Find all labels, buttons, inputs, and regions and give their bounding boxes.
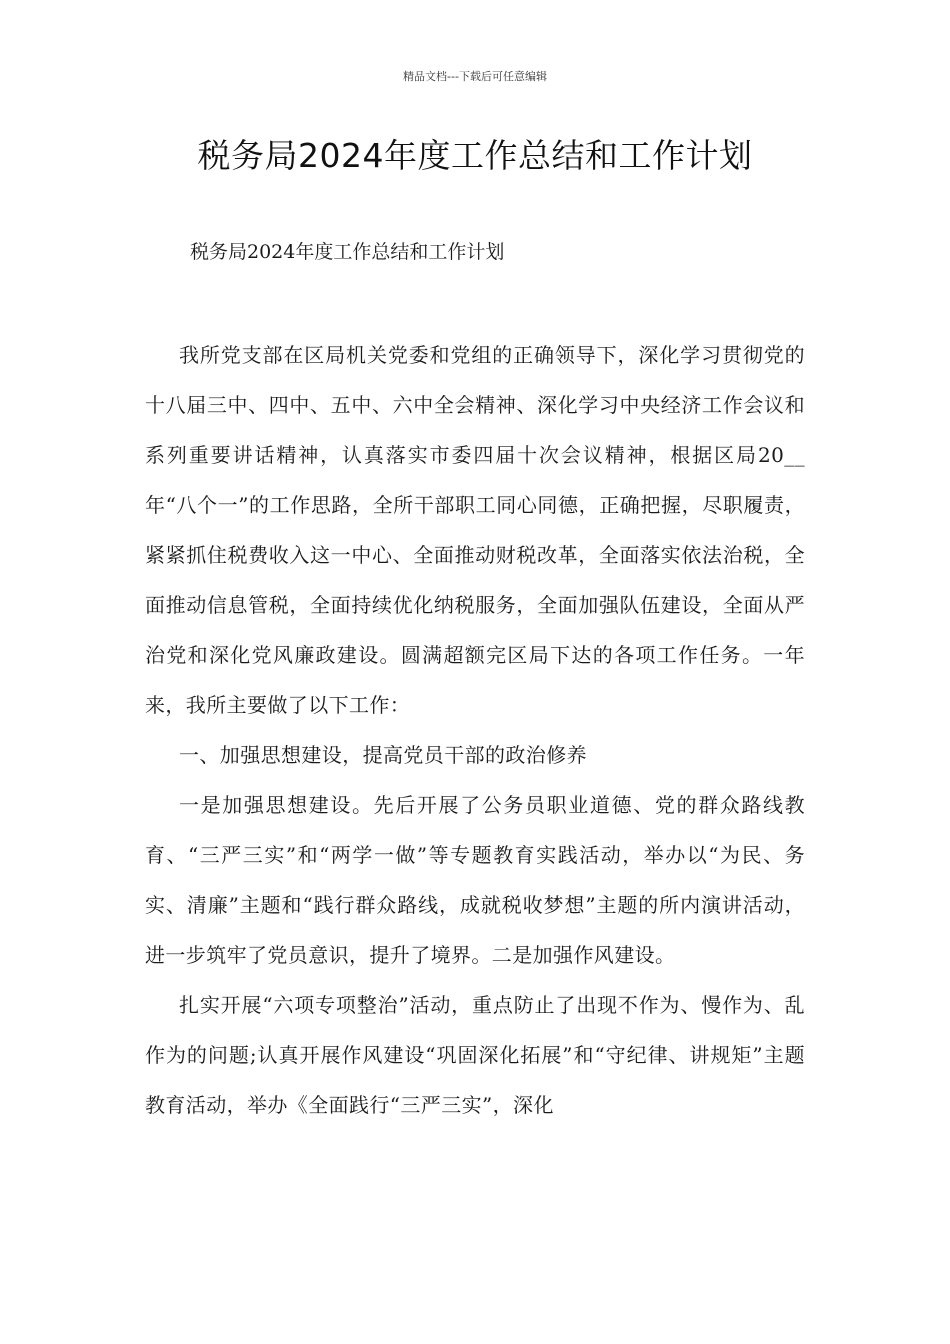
document-body <box>145 330 805 1130</box>
document-subtitle: 税务局2024年度工作总结和工作计划 <box>190 241 505 263</box>
paragraph-thought-building: 一是加强思想建设。先后开展了公务员职业道德、党的群众路线教育、“三严三实”和“两学一做”等专题教育实践活动，举办以“为民、务实、清廉”主题和“践行群众路线，成就税收梦想”主题的所内演讲活动，进一步筑牢了党员意识，提升了境界。二是加强作风建设。 <box>145 793 805 967</box>
section-heading-1: 一、加强思想建设，提高党员干部的政治修养 <box>179 743 587 767</box>
paragraph-rectification: 扎实开展“六项专项整治”活动，重点防止了出现不作为、慢作为、乱作为的问题;认真开展作风建设“巩固深化拓展”和“守纪律、讲规矩”主题教育活动，举办《全面践行“三严三实”，深化 <box>145 993 805 1117</box>
paragraph-intro: 我所党支部在区局机关党委和党组的正确领导下，深化学习贯彻党的十八届三中、四中、五中、六中全会精神、深化学习中央经济工作会议和系列重要讲话精神，认真落实市委四届十次会议精神，根据区局20__年“八个一”的工作思路，全所干部职工同心同德，正确把握，尽职履责，紧紧抓住税费收入这一中心、全面推动财税改革，全面落实依法治税，全面推动信息管税，全面持续优化纳税服务，全面加强队伍建设，全面从严治党和深化党风廉政建设。圆满超额完区局下达的各项工作任务。一年来，我所主要做了以下工作： <box>145 343 805 717</box>
header-note: 精品文档---下载后可任意编辑 <box>403 70 547 83</box>
document-title: 税务局2024年度工作总结和工作计划 <box>197 136 753 175</box>
